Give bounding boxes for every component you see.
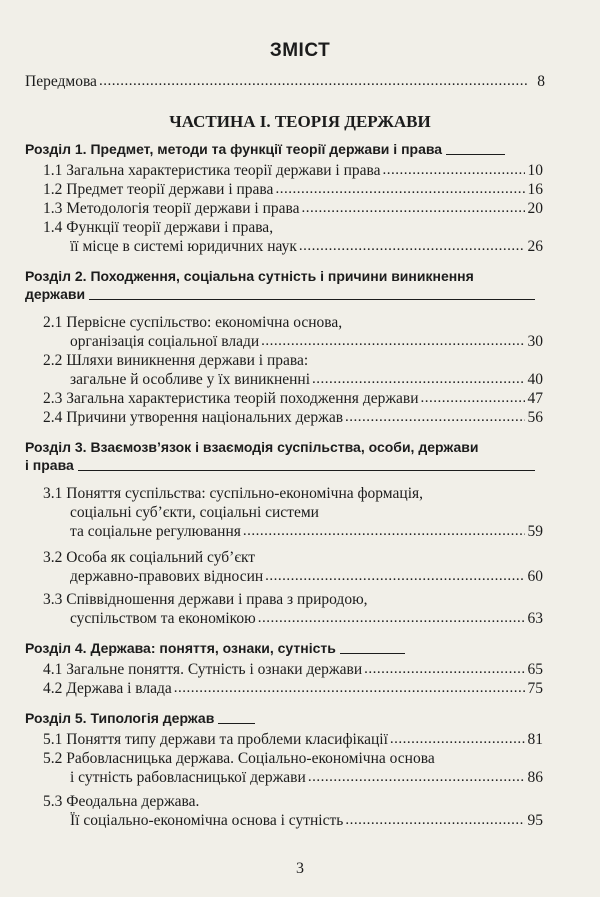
toc-entry: Її соціально-економічна основа і сутність ..... 95 bbox=[70, 811, 543, 830]
toc-entry: 1.2 Предмет теорії держави і права ..... 16 bbox=[43, 180, 543, 199]
toc-entry: 5.1 Поняття типу держави та проблеми класифікації ..... 81 bbox=[43, 730, 543, 749]
toc-entry-line: 2.1 Первісне суспільство: економічна основа, bbox=[43, 314, 343, 331]
section-heading: Розділ 2. Походження, соціальна сутність і причини виникнення bbox=[25, 268, 474, 284]
section-heading: і права bbox=[25, 457, 535, 474]
toc-entry: організація соціальної влади ..... 30 bbox=[70, 332, 543, 351]
toc-entry-preface bbox=[25, 72, 545, 91]
toc-entry: 4.2 Держава і влада ..... 75 bbox=[43, 679, 543, 698]
toc-entry: її місце в системі юридичних наук ..... 26 bbox=[70, 237, 543, 256]
section-heading: Розділ 5. Типологія держав bbox=[25, 710, 255, 727]
toc-entry-line: 5.3 Феодальна держава. bbox=[43, 793, 200, 810]
toc-entry: 4.1 Загальне поняття. Сутність і ознаки держави ..... 65 bbox=[43, 660, 543, 679]
toc-title: ЗМІСТ bbox=[269, 40, 331, 61]
toc-entry: загальне й особливе у їх виникненні ..... 40 bbox=[70, 370, 543, 389]
entry-label: Передмова bbox=[25, 73, 97, 90]
toc-entry: і сутність рабовласницької держави ..... 86 bbox=[70, 768, 543, 787]
toc-entry: та соціальне регулювання ..... 59 bbox=[70, 522, 543, 541]
section-heading: Розділ 3. Взаємозв’язок і взаємодія суспільства, особи, держави bbox=[25, 439, 479, 455]
entry-page: 8 bbox=[537, 73, 545, 90]
toc-entry-line: соціальні суб’єкти, соціальні системи bbox=[70, 504, 319, 521]
page-number: 3 bbox=[296, 860, 304, 877]
toc-entry: 1.1 Загальна характеристика теорії держави і права ..... 10 bbox=[43, 161, 543, 180]
toc-entry-line: 3.1 Поняття суспільства: суспільно-економічна формація, bbox=[43, 485, 423, 502]
section-heading: Розділ 4. Держава: поняття, ознаки, сутність bbox=[25, 640, 405, 657]
section-heading: Розділ 1. Предмет, методи та функції теорії держави і права bbox=[25, 141, 505, 158]
toc-entry-line: 3.2 Особа як соціальний суб’єкт bbox=[43, 549, 256, 566]
toc-entry: 2.3 Загальна характеристика теорій походження держави ..... 47 bbox=[43, 389, 543, 408]
toc-entry: державно-правових відносин ..... 60 bbox=[70, 567, 543, 586]
section-heading: держави bbox=[25, 286, 535, 303]
toc-entry: 2.4 Причини утворення національних держав ..... 56 bbox=[43, 408, 543, 427]
toc-entry-line: 5.2 Рабовласницька держава. Соціально-економічна основа bbox=[43, 750, 435, 767]
part-title: ЧАСТИНА І. ТЕОРІЯ ДЕРЖАВИ bbox=[169, 112, 431, 131]
toc-entry: 1.3 Методологія теорії держави і права ..... 20 bbox=[43, 199, 543, 218]
toc-entry: суспільством та економікою ..... 63 bbox=[70, 609, 543, 628]
leader-dots bbox=[99, 72, 527, 91]
toc-entry-line: 1.4 Функції теорії держави і права, bbox=[43, 219, 274, 236]
toc-entry-line: 2.2 Шляхи виникнення держави і права: bbox=[43, 352, 309, 369]
toc-entry-line: 3.3 Співвідношення держави і права з природою, bbox=[43, 591, 368, 608]
